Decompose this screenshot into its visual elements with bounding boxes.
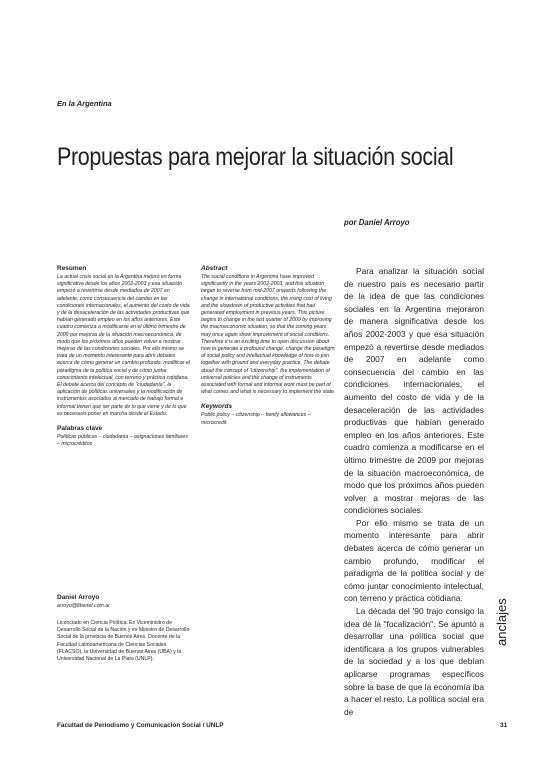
author-bio-block: [57, 620, 191, 665]
page-title: Propuestas para mejorar la situación social: [57, 143, 454, 171]
author-bio: Licenciado en Ciencia Política. Ex Viceministro de Desarrollo Social de la Nación y ex Ministro de Desarrollo Social de la provincia de Buenos Aires. Docente de la Facultad Latinoamericana de Ciencias Sociales (FLACSO), la Universidad de Buenos Aires (UBA) y la Universidad Nacional de La Plata (UNLP).: [57, 620, 190, 663]
byline: por Daniel Arroyo: [344, 218, 410, 227]
section-tag: En la Argentina: [57, 99, 112, 108]
author-email[interactable]: arroyo@fibertel.com.ar: [57, 603, 110, 609]
body-column: [344, 265, 484, 718]
author-name: Daniel Arroyo: [57, 594, 100, 601]
palabras-clave-heading: Palabras clave: [57, 425, 103, 433]
abstract-text: The social conditions in Argentina have improved significantly in the years 2002-2003, and this situation began to reverse from mid-2007 onwards following the change in international conditions, the rising cost of living and the slowdown of productive activities that had generated employment in previous years. This picture begins to change in the last quarter of 2009 by improving the macroeconomic situation, so that the coming years may once again show improvement of social conditions. Therefore it is an exciting time to open discussion about how to generate a profound change, change the paradigm of social policy and intellectual knowledge of how to join together with ground and everyday practice. The debate about the concept of "citizenship", the implementation of universal policies and the change of instruments associated with formal and informal work must be part of what comes and what is necessary to implement the state.: [201, 274, 336, 396]
page-number: 31: [500, 722, 508, 729]
abstract-heading: Abstract: [201, 265, 228, 272]
keywords-text: Public policy – citizenship – family allowances – microcredit: [201, 412, 311, 426]
author-contact: [57, 594, 191, 612]
keywords-heading: Keywords: [201, 403, 233, 411]
body-paragraph-2: Por ello mismo se trata de un momento interesante para abrir debates acerca de cómo generar un cambio profundo, modificar el paradigma de la política social y de cómo juntar conocimiento intelectual, con terreno y práctica cotidiana.: [344, 517, 484, 604]
side-label: anclajes: [494, 598, 509, 646]
footer-institution: Facultad de Periodismo y Comunicación Social / UNLP: [57, 722, 224, 729]
abstract-column: [201, 265, 337, 429]
body-paragraph-3: La década del '90 trajo consigo la idea de la "focalización". Se apuntó a desarrollar una política social que identificara a los grupos vulnerables de la sociedad y a los que debían aplicarse programas específicos sobre la base de que la economía iba a hacer el resto. La política social era de: [344, 606, 484, 717]
resumen-text: La actual crisis social en la Argentina mejoró en forma significativa desde los años 2002-2003 y esa situación empezó a revertirse desde mediados de 2007 en adelante, como consecuencia del cambio en las condiciones internacionales, el aumento del costo de vida y de la desaceleración de las actividades productivas que habían generado empleo en los años anteriores. Este cuadro comienza a modificarse en el último trimestre de 2009 por mejoras de la situación macroeconómica, de modo que los próximos años pueden volver a mostrar mejoras de las condiciones sociales. Por ello mismo se trata de un momento interesante para abrir debates acerca de cómo generar un cambio profundo, modificar el paradigma de la política social y de cómo juntar conocimiento intelectual, con terreno y práctica cotidiana. El debate acerca del concepto de "ciudadanía", la aplicación de políticas universales y la modificación de instrumentos asociados al mercado de trabajo formal e informal tienen que ser parte de lo que viene y de lo que es necesario poner en marcha desde el Estado.: [57, 274, 190, 417]
palabras-clave-text: Políticas públicas – ciudadanía – asignaciones familiares – microcréditos: [57, 434, 188, 448]
resumen-column: [57, 265, 191, 450]
resumen-heading: Resumen: [57, 265, 87, 272]
body-paragraph-1: Para analizar la situación social de nuestro país es necesario partir de la idea de que las condiciones sociales en la Argentina mejoraron de manera significativa desde los años 2002-2003 y que esa situación empezó a revertirse desde mediados de 2007 en adelante como consecuencia del cambio en las condiciones internacionales, el aumento del costo de vida y de la desaceleración de las actividades productivas que habían generado empleo en los años anteriores. Este cuadro comienza a modificarse en el último trimestre de 2009 por mejoras de la situación macroeconómica, de modo que los próximos años pueden volver a mostrar mejoras de las condiciones sociales.: [344, 266, 484, 516]
